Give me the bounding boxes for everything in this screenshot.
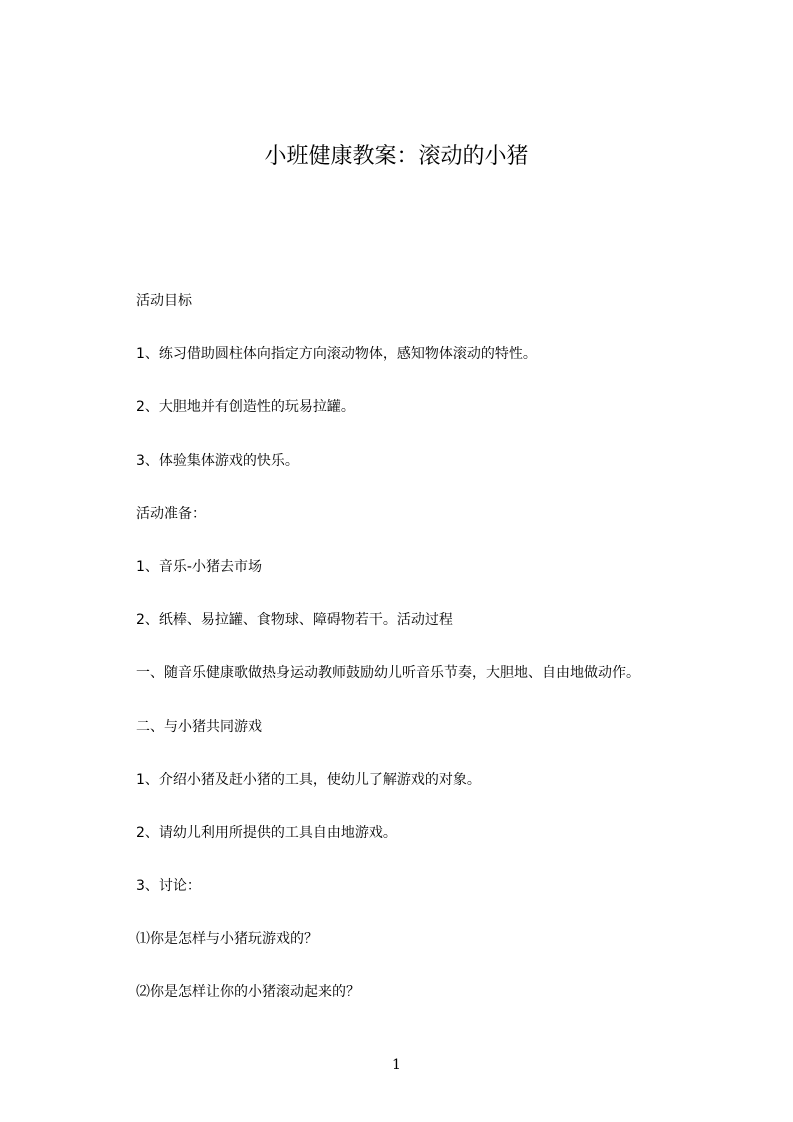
document-title: 小班健康教案：滚动的小猪 bbox=[264, 144, 529, 169]
paragraph-preparation-item: 2、纸棒、易拉罐、食物球、障碍物若干。活动过程 bbox=[136, 612, 453, 629]
paragraph-process-item: 2、请幼儿利用所提供的工具自由地游戏。 bbox=[136, 824, 397, 841]
paragraph-goal-item: 3、体验集体游戏的快乐。 bbox=[136, 452, 299, 469]
paragraph-process-step: 一、随音乐健康歌做热身运动教师鼓励幼儿听音乐节奏，大胆地、自由地做动作。 bbox=[136, 665, 640, 682]
document-body bbox=[136, 288, 756, 1033]
paragraph-discussion-question: ⑴你是怎样与小猪玩游戏的？ bbox=[136, 931, 318, 948]
paragraph-section-heading: 活动准备： bbox=[136, 505, 206, 522]
page-number: 1 bbox=[392, 1057, 401, 1073]
paragraph-process-step: 二、与小猪共同游戏 bbox=[136, 718, 262, 735]
paragraph-goal-item: 1、练习借助圆柱体向指定方向滚动物体，感知物体滚动的特性。 bbox=[136, 346, 537, 363]
paragraph-goal-item: 2、大胆地并有创造性的玩易拉罐。 bbox=[136, 399, 355, 416]
paragraph-preparation-item: 1、音乐-小猪去市场 bbox=[136, 558, 262, 575]
paragraph-process-item: 3、讨论： bbox=[136, 878, 201, 895]
paragraph-section-heading: 活动目标 bbox=[136, 293, 192, 309]
paragraph-process-item: 1、介绍小猪及赶小猪的工具，使幼儿了解游戏的对象。 bbox=[136, 771, 481, 788]
paragraph-discussion-question: ⑵你是怎样让你的小猪滚动起来的？ bbox=[136, 984, 360, 1001]
